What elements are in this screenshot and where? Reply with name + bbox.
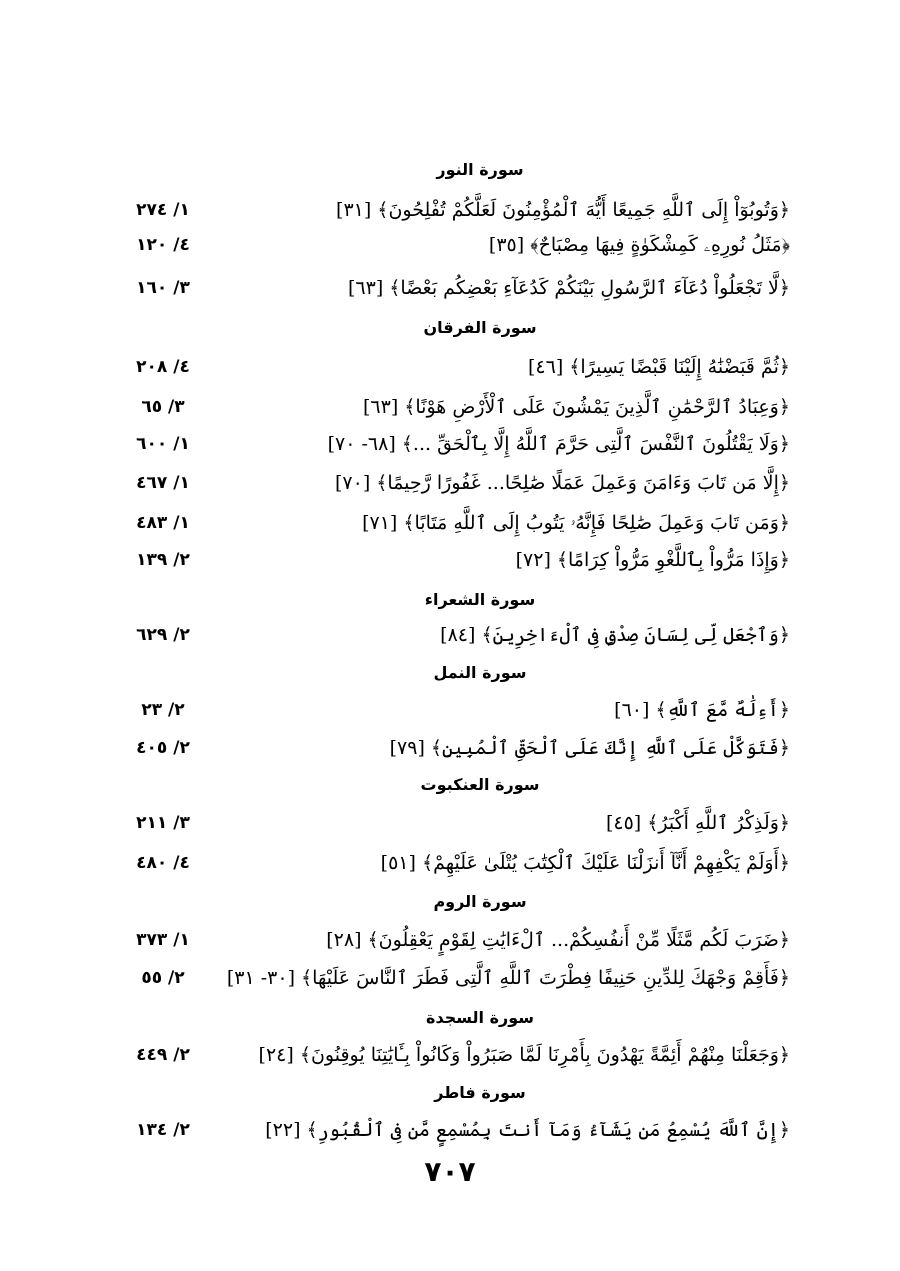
page-number: ٧٠٧ (424, 1155, 476, 1188)
verse-text: ﴿وَٱجْعَل لِّى لِسَانَ صِدْقٍ فِى ٱلْءَاخِرِينَ﴾ [٨٤] (440, 624, 790, 646)
verse-entry (100, 620, 790, 650)
verse-entry (100, 808, 790, 838)
volume-page-ref: ١/ ٤٦٧ (136, 473, 190, 493)
verse-text: ﴿ضَرَبَ لَكُم مَّثَلًا مِّنْ أَنفُسِكُمْ... ٱلْءَايَٰتِ لِقَوْمٍ يَعْقِلُونَ﴾ [٢٨] (326, 929, 790, 951)
verse-text: ﴿وَإِذَا مَرُّواْ بِٱللَّغْوِ مَرُّواْ كِرَامًا﴾ [٧٢] (515, 549, 790, 571)
verse-text: ﴿مَثَلُ نُورِهِۦ كَمِشْكَوٰةٍ فِيهَا مِصْبَاحٌ﴾ [٣٥] (488, 234, 790, 256)
volume-page-ref: ٢/ ٢٣ (141, 700, 185, 720)
verse-text: ﴿ثُمَّ قَبَضْنَٰهُ إِلَيْنَا قَبْضًا يَسِيرًا﴾ [٤٦] (527, 356, 790, 378)
volume-page-ref: ٣/ ٦٥ (141, 397, 185, 417)
verse-entry (100, 1040, 790, 1070)
volume-page-ref: ٢/ ١٣٤ (136, 1120, 190, 1140)
verse-entry (100, 392, 790, 422)
surah-heading: سورة الروم (433, 892, 527, 911)
verse-entry (100, 468, 790, 498)
surah-heading: سورة فاطر (434, 1083, 526, 1102)
verse-entry (100, 230, 790, 260)
verse-entry (100, 733, 790, 763)
verse-entry (100, 195, 790, 225)
verse-entry (100, 508, 790, 538)
verse-entry (100, 925, 790, 955)
volume-page-ref: ٢/ ١٣٩ (136, 550, 190, 570)
surah-heading: سورة السجدة (426, 1008, 534, 1027)
verse-text: ﴿فَأَقِمْ وَجْهَكَ لِلدِّينِ حَنِيفًا فِطْرَتَ ٱللَّهِ ٱلَّتِى فَطَرَ ٱلنَّاسَ عَلَيْهَا﴾ [٣٠- ٣١] (226, 967, 790, 989)
verse-entry (100, 545, 790, 575)
volume-page-ref: ٢/ ٤٠٥ (136, 738, 190, 758)
verse-entry (100, 352, 790, 382)
volume-page-ref: ٤/ ٤٨٠ (136, 853, 190, 873)
verse-entry (100, 848, 790, 878)
volume-page-ref: ١/ ٤٨٣ (136, 513, 190, 533)
volume-page-ref: ١/ ٢٧٤ (136, 200, 190, 220)
verse-text: ﴿وَعِبَادُ ٱلرَّحْمَٰنِ ٱلَّذِينَ يَمْشُونَ عَلَى ٱلْأَرْضِ هَوْنًا﴾ [٦٣] (362, 396, 790, 418)
verse-text: ﴿وَتُوبُوٓاْ إِلَى ٱللَّهِ جَمِيعًا أَيُّهَ ٱلْمُؤْمِنُونَ لَعَلَّكُمْ تُفْلِحُونَ﴾ [٣١] (336, 199, 790, 221)
volume-page-ref: ٣/ ٢١١ (136, 813, 190, 833)
verse-entry (100, 1115, 790, 1145)
verse-entry (100, 963, 790, 993)
surah-heading: سورة النور (436, 160, 524, 179)
verse-entry (100, 429, 790, 459)
surah-heading: سورة الشعراء (424, 590, 536, 609)
volume-page-ref: ٤/ ١٢٠ (136, 235, 190, 255)
verse-text: ﴿وَلَا يَقْتُلُونَ ٱلنَّفْسَ ٱلَّتِى حَرَّمَ ٱللَّهُ إِلَّا بِٱلْحَقِّ ...﴾ [٦٨- ٧٠] (327, 433, 790, 455)
volume-page-ref: ٢/ ٤٤٩ (136, 1045, 190, 1065)
verse-text: ﴿لَّا تَجْعَلُواْ دُعَآءَ ٱلرَّسُولِ بَيْنَكُمْ كَدُعَآءِ بَعْضِكُم بَعْضًا﴾ [٦٣] (347, 277, 790, 299)
volume-page-ref: ١/ ٣٧٣ (136, 930, 190, 950)
verse-text: ﴿إِلَّا مَن تَابَ وَءَامَنَ وَعَمِلَ عَمَلًا صَٰلِحًا... غَفُورًا رَّحِيمًا﴾ [٧٠] (334, 472, 790, 494)
verse-text: ﴿أَءِلَٰهٌ مَّعَ ٱللَّهِ﴾ [٦٠] (614, 699, 790, 721)
surah-heading: سورة العنكبوت (420, 775, 540, 794)
verse-text: ﴿وَلَذِكْرُ ٱللَّهِ أَكْبَرُ﴾ [٤٥] (605, 812, 790, 834)
verse-entry (100, 273, 790, 303)
verse-entry (100, 695, 790, 725)
verse-text: ﴿فَتَوَكَّلْ عَلَى ٱللَّهِ إِنَّكَ عَلَى ٱلْحَقِّ ٱلْمُبِينِ﴾ [٧٩] (389, 737, 790, 759)
verse-text: ﴿وَمَن تَابَ وَعَمِلَ صَٰلِحًا فَإِنَّهُۥ يَتُوبُ إِلَى ٱللَّهِ مَتَابًا﴾ [٧١] (362, 512, 790, 534)
volume-page-ref: ٢/ ٥٥ (141, 968, 185, 988)
surah-heading: سورة الفرقان (423, 318, 537, 337)
verse-text: ﴿أَوَلَمْ يَكْفِهِمْ أَنَّآ أَنزَلْنَا عَلَيْكَ ٱلْكِتَٰبَ يُتْلَىٰ عَلَيْهِمْ﴾ [٥١] (380, 852, 790, 874)
volume-page-ref: ١/ ٦٠٠ (136, 434, 190, 454)
surah-heading: سورة النمل (433, 663, 527, 682)
volume-page-ref: ٤/ ٢٠٨ (136, 357, 190, 377)
verse-text: ﴿وَجَعَلْنَا مِنْهُمْ أَئِمَّةً يَهْدُونَ بِأَمْرِنَا لَمَّا صَبَرُواْ وَكَانُواْ بِـَٔايَٰتِنَا يُوقِنُونَ﴾ [٢٤] (258, 1044, 790, 1066)
volume-page-ref: ٣/ ١٦٠ (136, 278, 190, 298)
volume-page-ref: ٢/ ٦٢٩ (136, 625, 190, 645)
verse-text: ﴿إِنَّ ٱللَّهَ يُسْمِعُ مَن يَشَآءُ وَمَآ أَنتَ بِمُسْمِعٍ مَّن فِى ٱلْقُبُورِ﴾ [٢٢] (265, 1119, 790, 1141)
